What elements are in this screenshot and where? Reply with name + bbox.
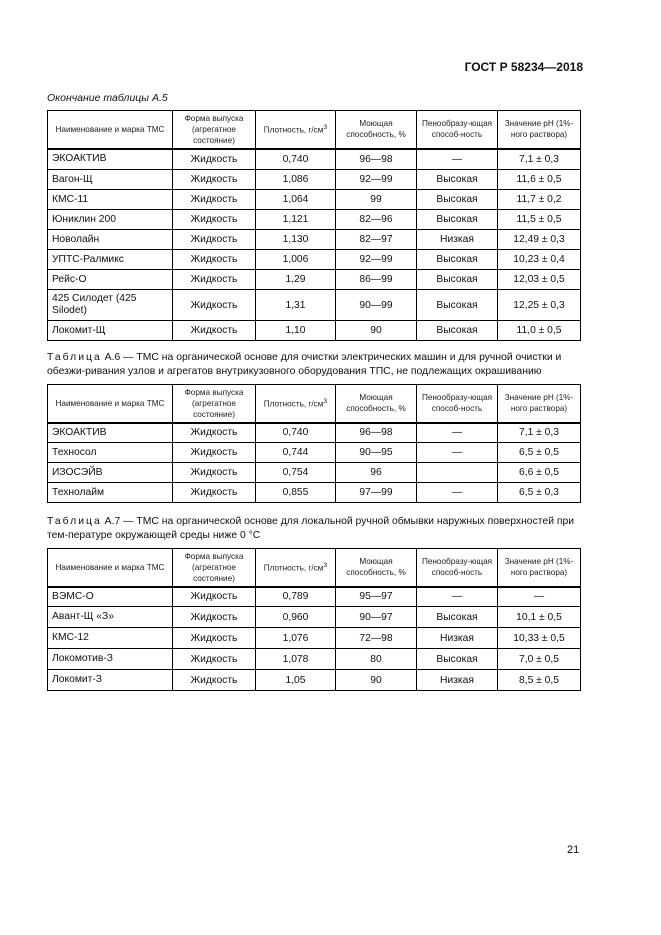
caption-a7-text: А.7 — ТМС на органической основе для локальной ручной обмывки наружных поверхностей при тем-пературе окружающей среды ниже 0 °С <box>47 516 575 541</box>
table-cell: Жидкость <box>173 649 256 670</box>
table-row <box>48 190 581 210</box>
table-cell: 90 <box>336 321 417 341</box>
table-cell: 97—99 <box>336 483 417 503</box>
table-row <box>48 290 581 321</box>
table-row <box>48 210 581 230</box>
table-cell: Локомит-Щ <box>48 321 173 341</box>
table-cell: 92—99 <box>336 170 417 190</box>
table-cell: 0,789 <box>256 587 336 607</box>
table-a7 <box>47 548 581 691</box>
column-header <box>498 111 581 149</box>
column-header <box>336 385 417 423</box>
table-row <box>48 170 581 190</box>
table-cell: 0,754 <box>256 463 336 483</box>
table-cell: 10,23 ± 0,4 <box>498 250 581 270</box>
table-cell: Жидкость <box>173 270 256 290</box>
table-a6 <box>47 384 581 503</box>
table-cell: Жидкость <box>173 290 256 321</box>
table-row <box>48 607 581 628</box>
column-header <box>498 549 581 587</box>
column-header-label: Наименование и марка ТМС <box>55 398 165 408</box>
column-header-label: Значение рН (1%-ного раствора) <box>504 393 574 414</box>
column-header-label: Моющая способность, % <box>346 119 406 140</box>
column-header <box>48 385 173 423</box>
table-cell: Вагон-Щ <box>48 170 173 190</box>
density-unit-superscript: 3 <box>323 398 328 406</box>
table-cell: 96—98 <box>336 423 417 443</box>
table-cell: 7,1 ± 0,3 <box>498 423 581 443</box>
table-cell: 12,03 ± 0,5 <box>498 270 581 290</box>
caption-a6 <box>47 351 579 379</box>
table-cell: Жидкость <box>173 607 256 628</box>
table-cell: 6,5 ± 0,3 <box>498 483 581 503</box>
table-cell: ИЗОСЭЙВ <box>48 463 173 483</box>
table-cell: 72—98 <box>336 628 417 649</box>
table-row <box>48 587 581 607</box>
table-cell: Высокая <box>417 290 498 321</box>
table-cell: Технолайм <box>48 483 173 503</box>
table-cell: 0,960 <box>256 607 336 628</box>
column-header <box>417 385 498 423</box>
table-cell: 1,31 <box>256 290 336 321</box>
column-header <box>256 111 336 149</box>
column-header-label: Форма выпуска (агрегатное состояние) <box>184 113 244 145</box>
table-cell: 425 Силодет (425 Silodet) <box>48 290 173 321</box>
table-cell: Высокая <box>417 190 498 210</box>
table-cell: — <box>498 587 581 607</box>
table-cell: 1,076 <box>256 628 336 649</box>
table-cell: Жидкость <box>173 230 256 250</box>
table-cell: 82—96 <box>336 210 417 230</box>
table-cell: 11,7 ± 0,2 <box>498 190 581 210</box>
table-row <box>48 321 581 341</box>
density-unit-superscript: 3 <box>323 124 328 132</box>
table-row <box>48 270 581 290</box>
table-cell: КМС-12 <box>48 628 173 649</box>
table-row <box>48 230 581 250</box>
table-cell: Жидкость <box>173 628 256 649</box>
table-cell: Жидкость <box>173 190 256 210</box>
table-cell: УПТС-Ралмикс <box>48 250 173 270</box>
caption-a7 <box>47 515 579 543</box>
column-header-label: Значение рН (1%-ного раствора) <box>504 557 574 578</box>
table-cell: 7,0 ± 0,5 <box>498 649 581 670</box>
table-cell: Локомотив-З <box>48 649 173 670</box>
table-cell: Локомит-З <box>48 670 173 691</box>
table-cell: 0,744 <box>256 443 336 463</box>
table-row <box>48 443 581 463</box>
table-cell: 8,5 ± 0,5 <box>498 670 581 691</box>
table-cell: 96 <box>336 463 417 483</box>
table-cell: Высокая <box>417 649 498 670</box>
table-cell: Жидкость <box>173 170 256 190</box>
table-cell: — <box>417 587 498 607</box>
table-cell: ЭКОАКТИВ <box>48 423 173 443</box>
table-cell: ЭКОАКТИВ <box>48 149 173 170</box>
table-cell: Авант-Щ «З» <box>48 607 173 628</box>
table-cell: 0,740 <box>256 423 336 443</box>
table-cell: 11,0 ± 0,5 <box>498 321 581 341</box>
table-cell: Низкая <box>417 628 498 649</box>
table-cell: 80 <box>336 649 417 670</box>
column-header-label: Пенообразу-ющая способ-ность <box>421 119 493 140</box>
caption-a6-text: А.6 — ТМС на органической основе для очистки электрических машин и для ручной очистки и обезжи-ривания узлов и агрегатов внутрикузовного оборудования ТПС, не подлежащих окрашиванию <box>47 352 562 377</box>
table-cell: 1,130 <box>256 230 336 250</box>
table-cell: Жидкость <box>173 149 256 170</box>
table-cell <box>417 463 498 483</box>
table-row <box>48 423 581 443</box>
table-cell: 1,064 <box>256 190 336 210</box>
table-cell: 99 <box>336 190 417 210</box>
column-header <box>173 385 256 423</box>
table-cell: Техносол <box>48 443 173 463</box>
table-cell: Высокая <box>417 321 498 341</box>
table-row <box>48 649 581 670</box>
table-row <box>48 463 581 483</box>
column-header <box>173 111 256 149</box>
table-cell: Жидкость <box>173 321 256 341</box>
column-header-label: Плотность, г/см <box>263 400 324 410</box>
table-row <box>48 250 581 270</box>
column-header-label: Наименование и марка ТМС <box>55 124 165 134</box>
table-cell: — <box>417 149 498 170</box>
table-cell: 1,05 <box>256 670 336 691</box>
table-row <box>48 149 581 170</box>
table-a5 <box>47 110 581 341</box>
table-row <box>48 483 581 503</box>
column-header <box>256 549 336 587</box>
table-cell: КМС-11 <box>48 190 173 210</box>
table-cell: Высокая <box>417 250 498 270</box>
caption-a7-label: Таблица <box>47 516 102 527</box>
table-continuation-label: Окончание таблицы А.5 <box>47 92 168 104</box>
table-cell: 90—95 <box>336 443 417 463</box>
column-header-label: Плотность, г/см <box>263 126 324 136</box>
table-cell: 92—99 <box>336 250 417 270</box>
table-cell: 90—97 <box>336 607 417 628</box>
table-cell: 86—99 <box>336 270 417 290</box>
table-cell: — <box>417 483 498 503</box>
table-cell: Низкая <box>417 670 498 691</box>
caption-a6-label: Таблица <box>47 352 102 363</box>
table-cell: Жидкость <box>173 483 256 503</box>
table-cell: 90—99 <box>336 290 417 321</box>
column-header-label: Пенообразу-ющая способ-ность <box>421 557 493 578</box>
document-number: ГОСТ Р 58234—2018 <box>464 60 583 74</box>
column-header-label: Наименование и марка ТМС <box>55 562 165 572</box>
table-cell: 12,49 ± 0,3 <box>498 230 581 250</box>
table-cell: 1,121 <box>256 210 336 230</box>
table-cell: Высокая <box>417 270 498 290</box>
table-cell: Жидкость <box>173 210 256 230</box>
column-header <box>256 385 336 423</box>
table-cell: Высокая <box>417 170 498 190</box>
table-cell: 11,6 ± 0,5 <box>498 170 581 190</box>
table-cell: 96—98 <box>336 149 417 170</box>
column-header-label: Пенообразу-ющая способ-ность <box>421 393 493 414</box>
column-header-label: Моющая способность, % <box>346 393 406 414</box>
table-cell: Юниклин 200 <box>48 210 173 230</box>
table-cell: 12,25 ± 0,3 <box>498 290 581 321</box>
column-header <box>417 549 498 587</box>
table-row <box>48 670 581 691</box>
table-row <box>48 628 581 649</box>
table-cell: Высокая <box>417 210 498 230</box>
table-header-row <box>48 385 581 423</box>
density-unit-superscript: 3 <box>323 562 328 570</box>
table-cell: Жидкость <box>173 443 256 463</box>
table-cell: — <box>417 423 498 443</box>
table-cell: Жидкость <box>173 463 256 483</box>
column-header <box>48 549 173 587</box>
column-header-label: Моющая способность, % <box>346 557 406 578</box>
page-number: 21 <box>567 844 580 856</box>
table-cell: Низкая <box>417 230 498 250</box>
column-header-label: Форма выпуска (агрегатное состояние) <box>184 387 244 419</box>
table-cell: 7,1 ± 0,3 <box>498 149 581 170</box>
table-cell: 82—97 <box>336 230 417 250</box>
table-cell: Рейс-О <box>48 270 173 290</box>
table-cell: Жидкость <box>173 423 256 443</box>
table-header-row <box>48 549 581 587</box>
table-cell: Новолайн <box>48 230 173 250</box>
table-cell: 0,855 <box>256 483 336 503</box>
column-header <box>498 385 581 423</box>
column-header <box>417 111 498 149</box>
table-cell: 11,5 ± 0,5 <box>498 210 581 230</box>
table-cell: Жидкость <box>173 587 256 607</box>
table-cell: 95—97 <box>336 587 417 607</box>
table-cell: 1,086 <box>256 170 336 190</box>
table-cell: 1,10 <box>256 321 336 341</box>
table-cell: Высокая <box>417 607 498 628</box>
column-header <box>173 549 256 587</box>
table-cell: Жидкость <box>173 670 256 691</box>
table-cell: ВЭМС-О <box>48 587 173 607</box>
table-cell: 1,29 <box>256 270 336 290</box>
table-cell: 6,5 ± 0,5 <box>498 443 581 463</box>
column-header-label: Значение рН (1%-ного раствора) <box>504 119 574 140</box>
table-cell: 1,078 <box>256 649 336 670</box>
column-header-label: Плотность, г/см <box>263 564 324 574</box>
table-cell: Жидкость <box>173 250 256 270</box>
column-header <box>336 549 417 587</box>
table-header-row <box>48 111 581 149</box>
table-cell: 90 <box>336 670 417 691</box>
table-cell: 6,6 ± 0,5 <box>498 463 581 483</box>
column-header <box>336 111 417 149</box>
column-header <box>48 111 173 149</box>
table-cell: 0,740 <box>256 149 336 170</box>
table-cell: 1,006 <box>256 250 336 270</box>
table-cell: 10,1 ± 0,5 <box>498 607 581 628</box>
table-cell: — <box>417 443 498 463</box>
column-header-label: Форма выпуска (агрегатное состояние) <box>184 551 244 583</box>
table-cell: 10,33 ± 0,5 <box>498 628 581 649</box>
